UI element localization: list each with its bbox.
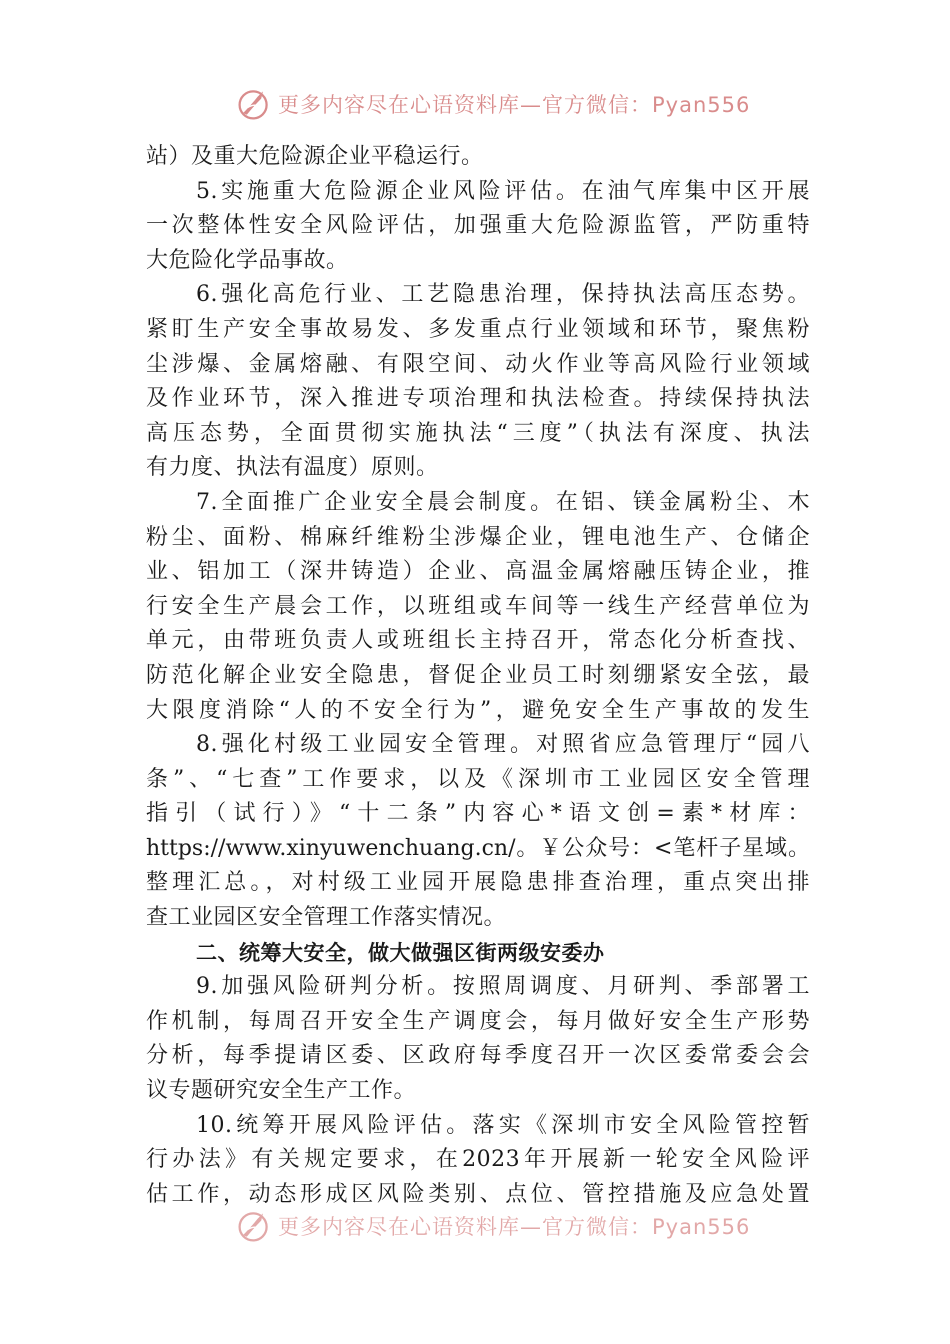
text-line: 分析，每季提请区委、区政府每季度召开一次区委常委会会 [146, 1043, 810, 1069]
pen-logo-icon [236, 86, 272, 122]
text-line: 有力度、执法有温度）原则。 [146, 455, 439, 481]
text-line: 尘涉爆、金属熔融、有限空间、动火作业等高风险行业领域 [146, 351, 810, 377]
text-line: 粉尘、面粉、棉麻纤维粉尘涉爆企业，锂电池生产、仓储企 [146, 524, 810, 550]
watermark-bottom [236, 1206, 750, 1246]
text-line: 及作业环节，深入推进专项治理和执法检查。持续保持执法 [146, 386, 810, 412]
text-line: 估工作，动态形成区风险类别、点位、管控措施及应急处置 [146, 1181, 810, 1207]
text-line: 大限度消除“人的不安全行为”，避免安全生产事故的发生 [146, 697, 810, 723]
text-line: 6.强化高危行业、工艺隐患治理，保持执法高压态势。 [196, 282, 810, 308]
watermark-top-text: 更多内容尽在心语资料库—官方微信：Pyan556 [278, 93, 751, 117]
text-line: 9.加强风险研判分析。按照周调度、月研判、季部署工 [196, 974, 810, 1000]
watermark-top [236, 84, 750, 124]
section-heading: 二、统筹大安全，做大做强区街两级安委办 [196, 940, 605, 965]
text-line: 查工业园区安全管理工作落实情况。 [146, 905, 507, 931]
document-body [146, 140, 810, 1212]
text-line: 大危险化学品事故。 [146, 247, 349, 273]
text-line: 条”、“七查”工作要求，以及《深圳市工业园区安全管理 [146, 766, 810, 792]
text-line: 整理汇总。，对村级工业园开展隐患排查治理，重点突出排 [146, 870, 810, 896]
text-line: 8.强化村级工业园安全管理。对照省应急管理厅“园八 [196, 732, 810, 758]
watermark-bottom-text: 更多内容尽在心语资料库—官方微信：Pyan556 [278, 1215, 751, 1239]
text-line: https://www.xinyuwenchuang.cn/。￥公众号：<笔杆子星域。 [146, 835, 810, 861]
text-line: 站）及重大危险源企业平稳运行。 [146, 144, 484, 169]
text-line: 作机制，每周召开安全生产调度会，每月做好安全生产形势 [146, 1008, 810, 1034]
text-line: 议专题研究安全生产工作。 [146, 1078, 417, 1104]
text-line: 10.统筹开展风险评估。落实《深圳市安全风险管控暂 [196, 1112, 810, 1138]
text-line: 行办法》有关规定要求，在2023年开展新一轮安全风险评 [146, 1147, 810, 1173]
text-line: 高压态势，全面贯彻实施执法“三度”（执法有深度、执法 [146, 420, 810, 446]
text-line: 单元，由带班负责人或班组长主持召开，常态化分析查找、 [146, 628, 810, 654]
text-line: 指引（试行）》“十二条”内容心*语文创=素*材库： [146, 801, 810, 827]
text-line: 一次整体性安全风险评估，加强重大危险源监管，严防重特 [146, 213, 810, 239]
text-line: 业、铝加工（深井铸造）企业、高温金属熔融压铸企业，推 [146, 559, 810, 585]
text-line: 7.全面推广企业安全晨会制度。在铝、镁金属粉尘、木 [196, 489, 810, 515]
text-line: 5.实施重大危险源企业风险评估。在油气库集中区开展 [196, 178, 810, 204]
text-line: 行安全生产晨会工作，以班组或车间等一线生产经营单位为 [146, 593, 810, 619]
text-line: 紧盯生产安全事故易发、多发重点行业领域和环节，聚焦粉 [146, 316, 810, 342]
pen-logo-icon [236, 1208, 272, 1244]
text-line: 防范化解企业安全隐患，督促企业员工时刻绷紧安全弦，最 [146, 662, 810, 688]
